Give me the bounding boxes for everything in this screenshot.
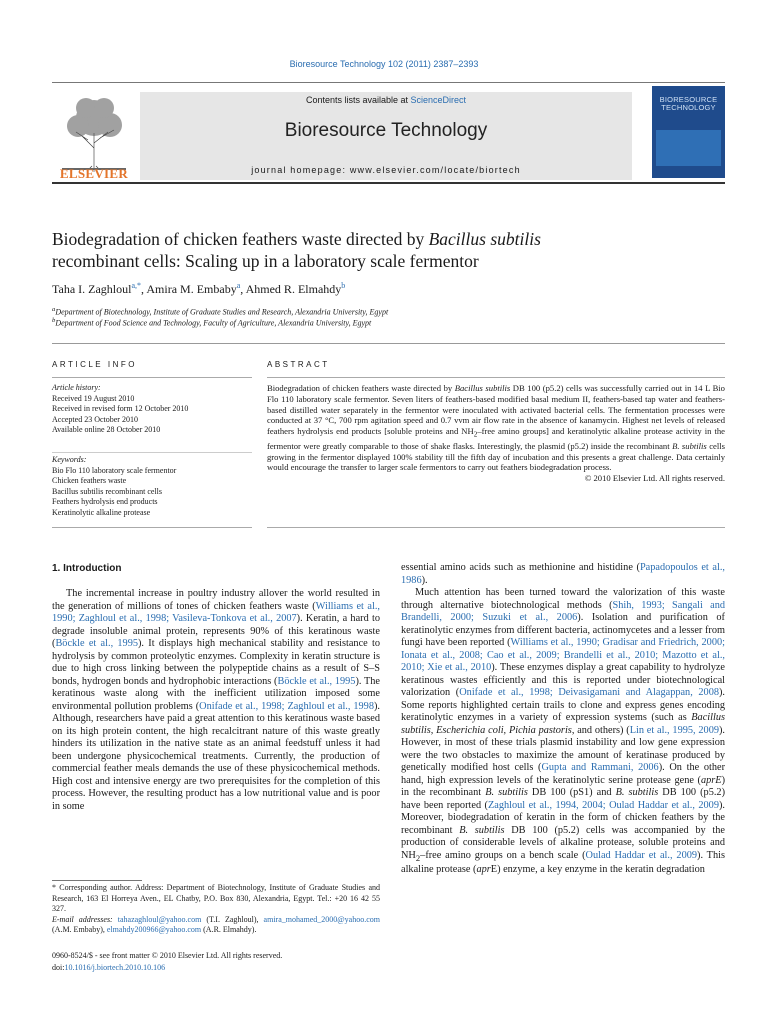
email-link[interactable]: elmahdy200966@yahoo.com xyxy=(106,925,202,934)
abstract-body: Biodegradation of chicken feathers waste directed by Bacillus subtilis DB 100 (p5.2) cells was successfully carried out in 14 L Bio Flo 110 laboratory scale fermentor. Seven liters of feathers-based modified basal medium II, feathers-based tap water and feathers-based distilled water separately in the fermentor were inoculated with activated bacterial cells. The fermentation processes were conducted at 37 °C, 700 rpm agitation speed and 0.7 vvm air flow rate in the absence of kanamycin. Highest net levels of released feathers hydrolysis end products [soluble proteins and $NH_2$–free amino groups] and keratinolytic alkaline protease activity in the fermentor were greatly comparable to those of shake flasks. Interestingly, the plasmid (p5.2) inside the recombinant B. subtilis cells growing in the fermentor displayed 100% stability till the fifth day of incubation and this presents a great challenge. Data certainly would encourage the transfer to larger scale fermentors to carry out feathers biodegradation process. © 2010 Elsevier Ltd. All rights reserved. xyxy=(267,383,725,484)
section-heading-introduction: 1. Introduction xyxy=(52,563,122,574)
keyword: Keratinolytic alkaline protease xyxy=(52,507,151,517)
author-list: Taha I. Zaghloul$^{a,*}$, Amira M. Embaby$^a$, Ahmed R. Elmahdy$^b$ xyxy=(52,281,346,296)
keyword: Bio Flo 110 laboratory scale fermentor xyxy=(52,465,177,475)
journal-homepage[interactable]: journal homepage: www.elsevier.com/locate/biortech xyxy=(251,165,521,175)
affiliation-text: Department of Food Science and Technology, Faculty of Agriculture, Alexandria University, Egypt xyxy=(55,318,372,328)
cover-graphic xyxy=(656,130,721,166)
journal-reference[interactable]: Bioresource Technology 102 (2011) 2387–2393 xyxy=(289,59,479,69)
history-item: Available online 28 October 2010 xyxy=(52,425,161,434)
keyword: Chicken feathers waste xyxy=(52,476,127,485)
author-superscript[interactable]: a xyxy=(236,281,241,290)
history-item: Received 19 August 2010 xyxy=(52,393,135,403)
title-organism: Bacillus subtilis xyxy=(428,229,541,249)
title-part-2: recombinant cells: Scaling up in a laboratory scale fermentor xyxy=(52,251,479,271)
paper-title xyxy=(52,228,692,272)
keyword: Bacillus subtilis recombinant cells xyxy=(52,486,162,496)
sciencedirect-link[interactable]: ScienceDirect xyxy=(410,95,467,105)
author-name[interactable]: Taha I. Zaghloul xyxy=(52,282,132,296)
author-superscript[interactable]: a,* xyxy=(131,281,142,290)
body-column-right: essential amino acids such as methionine and histidine (Papadopoulos et al., 1986). Much attention has been turned toward the valorization of this waste through alternative biotechnological methods (Shih, 1993; Sangali and Brandelli, 2000; Suzuki et al., 2006). Isolation and purification of keratinolytic enzymes from different bacteria, actinomycetes and a lesser from fungi have been reported (Williams et al., 1990; Gradisar and Friedrich, 2000; Ionata et al., 2008; Cao et al., 2009; Brandelli et al., 2010; Mazotto et al., 2010; Xie et al., 2010). These enzymes display a great capability to hydrolyze keratinous wastes efficiently and this is reported under biotechnological valorization (Onifade et al., 1998; Deivasigamani and Alagappan, 2008). Some reports highlighted certain trails to clone and express genes encoding keratinolytic enzymes in a variety of expression systems (such as Bacillus subtilis, Escherichia coli, Pichia pastoris, and others) (Lin et al., 1995, 2009). However, in most of these trials plasmid instability and low gene expression were the two obstacles to maximize the amount of keratinase produced by genetically modified host cells (Gupta and Rammani, 2006). On the other hand, high expression levels of the keratinolytic serine protease gene (aprE) in the recombinant B. subtilis DB 100 (pS1) and B. subtilis DB 100 (p5.2) have been reported (Zaghloul et al., 1994, 2004; Oulad Haddar et al., 2009). Moreover, biodegradation of keratin in the form of chicken feathers by the recombinant B. subtilis DB 100 (p5.2) cells was accompanied by the production of considerable levels of alkaline protease, soluble proteins and $NH_2$–free amino groups on a bench scale (Oulad Haddar et al., 2009). This alkaline protease (aprE) enzyme, a key enzyme in the keratin degradation xyxy=(401,562,726,876)
section-rule xyxy=(52,343,725,344)
affiliation-b xyxy=(52,317,371,328)
footnote-rule xyxy=(52,880,142,881)
affiliation-marker: b xyxy=(52,317,56,324)
author-superscript[interactable]: b xyxy=(341,281,346,290)
abstract-heading: ABSTRACT xyxy=(267,360,330,369)
affiliation-marker: a xyxy=(52,306,56,313)
body-column-left: The incremental increase in poultry industry allover the world resulted in the generation of millions of tones of chicken feathers waste (Williams et al., 1990; Zaghloul et al., 1998; Vasileva-Tonkova et al., 2007). Keratin, a hard to degrade insoluble animal protein, represents 90% of this keratinous waste (Böckle et al., 1995). It displays high mechanical stability and resistance to hydrolysis by common proteolytic enzymes. Complexity in keratin structure is due to high cross linking between the polypeptide chains as a result of S–S bonds, hydrogen bonds and hydrophobic interactions (Böckle et al., 1995). The keratinous waste along with the inefficient utilization imposed some environmental pollution problems (Onifade et al., 1998; Zaghloul et al., 1998). Although, researchers have paid a great attention to this keratinous waste based on its high protein content, the high recalcitrant nature of this waste greatly hinders its utilization in the native state as an animal feedstuff unless it had been undergone physicochemical treatments. Currently, the production of commercial feather meals demands the use of these physicochemical methods. High cost and intensive energy are two prerequisites for the completion of this process. However, the resulting product has a low nutritional value and is poor in some xyxy=(52,588,380,812)
email-owner: (A.R. Elmahdy). xyxy=(201,925,257,934)
elsevier-wordmark: ELSEVIER xyxy=(59,166,129,181)
divider xyxy=(267,377,725,378)
header-top-rule xyxy=(52,82,725,83)
affiliation-text: Department of Biotechnology, Institute of Graduate Studies and Research, Alexandria University, Egypt xyxy=(55,307,389,317)
journal-title: Bioresource Technology xyxy=(284,120,488,141)
email-link[interactable]: amira_mohamed_2000@yahoo.com xyxy=(263,914,380,924)
copyright: © 2010 Elsevier Ltd. All rights reserved. xyxy=(584,473,725,484)
author-name[interactable]: Ahmed R. Elmahdy xyxy=(245,282,342,296)
issn-line: 0960-8524/$ - see front matter © 2010 Elsevier Ltd. All rights reserved. xyxy=(52,951,283,960)
corresponding-author-text: * Corresponding author. Address: Department of Biotechnology, Institute of Graduate Studies and Research, 163 El Horreya Aven., EL Chatby, P.O. Box 830, Alexandria, Egypt. Tel.: +20 16 42 55 327. xyxy=(52,883,380,913)
email-owner: (T.I. Zaghloul), xyxy=(201,914,264,924)
doi-label: doi: xyxy=(52,962,65,972)
divider xyxy=(267,527,725,528)
author-name[interactable]: Amira M. Embaby xyxy=(146,282,237,296)
history-item: Received in revised form 12 October 2010 xyxy=(52,404,189,413)
keywords xyxy=(52,455,252,518)
corresponding-author-footnote xyxy=(52,883,380,936)
header-bottom-rule xyxy=(52,182,725,184)
email-link[interactable]: tahazaghloul@yahoo.com xyxy=(117,914,202,924)
history-item: Accepted 23 October 2010 xyxy=(52,414,138,424)
affiliation-a xyxy=(52,306,388,317)
keywords-label: Keywords: xyxy=(52,455,87,464)
divider xyxy=(52,377,252,378)
title-part-1: Biodegradation of chicken feathers waste directed by xyxy=(52,229,429,249)
front-matter xyxy=(52,950,380,973)
email-label: E-mail addresses: xyxy=(52,914,113,924)
doi-link[interactable]: 10.1016/j.biortech.2010.10.106 xyxy=(64,962,166,972)
contents-line xyxy=(140,95,632,105)
divider xyxy=(52,452,252,453)
divider xyxy=(52,527,252,528)
history-label: Article history: xyxy=(52,383,101,392)
email-owner: (A.M. Embaby), xyxy=(52,925,107,934)
keyword: Feathers hydrolysis end products xyxy=(52,497,158,506)
article-history xyxy=(52,383,252,436)
contents-prefix: Contents lists available at xyxy=(305,95,411,105)
article-info-heading: ARTICLE INFO xyxy=(52,360,137,369)
cover-title: BIORESOURCE TECHNOLOGY xyxy=(659,95,718,112)
